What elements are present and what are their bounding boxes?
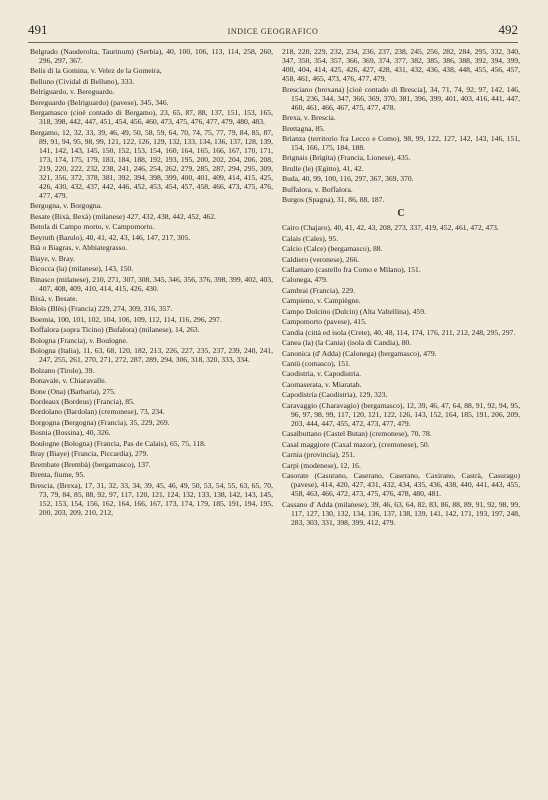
index-entry: Bonavale, v. Chiaravalle. [30,376,107,386]
index-entry: Brescia, (Brexa), 17, 31, 32, 33, 34, 39, 45, 46, 49, 50, 53, 54, 55, 63, 65, 70, 73, 79, 84, 85, 88, 92, 97, 117, 120, 121, 124, 132, 133, 138, 142, 143, 145, 152, 153, 154, 156, 162, 164, 166, 167, 173, 174, 179, 185, 191, 194, 195, 200, 203, 209, 210, 212, [30,480,273,517]
index-entry: Boffalora (sopra Ticino) (Bufalora) (milanese), 14, 263. [30,325,200,335]
index-entry: Cambrai (Francia), 229. [282,285,355,295]
page-number-right: 492 [498,22,518,37]
index-entry: Calais (Cales), 95. [282,233,339,243]
index-entry: Boemia, 100, 101, 102, 104, 106, 109, 112, 114, 116, 296, 297. [30,314,222,324]
index-entry: Canonica (d' Adda) (Calonega) (bergamasco), 479. [282,348,437,358]
index-entry: Bordeaux (Bordeus) (Francia), 85. [30,397,135,407]
index-entry: Cantù (comasco), 151. [282,358,351,368]
index-entry: Bordolano (Bardolan) (cremonese), 73, 234. [30,407,165,417]
index-entry: Carnia (provincia), 251. [282,450,355,460]
right-column [282,47,520,528]
index-entry: Caodistria, v. Capodistria. [282,369,362,379]
index-entry: Cairo (Chajaro), 40, 41, 42, 43, 208, 273, 337, 419, 452, 461, 472, 473. [282,223,499,233]
index-entry: Bosnia (Bossina), 40, 326. [30,428,111,438]
index-entry: Caldiero (veronese), 266. [282,254,360,264]
index-entry: Brenta, fiume, 95. [30,470,86,480]
index-entry: Casorate (Casurano, Caserano, Caserano, Caxirano, Castrà, Casurago) (pavese), 414, 420, 427, 431, 432, 434, 435, 436, 438, 440, 441, 443, 455, 458, 463, 466, 472, 473, 475, 476, 478, 480, 481. [282,470,520,499]
right-column-c-entries [282,223,520,526]
index-entry: Canea (la) (la Cania) (isola di Candia), 80. [282,338,412,348]
index-entry: Betola di Campo morto, v. Campomorto. [30,222,155,232]
index-entry: Casal maggiore (Caxal mazor), (cremonese), 50. [282,439,430,449]
index-entry: Biaye, v. Bray. [30,253,75,263]
index-entry: Burgos (Spagna), 31, 86, 88, 187. [282,195,385,205]
index-entry: Bergamo, 12, 32, 33, 39, 46, 49, 50, 58, 59, 64, 70, 74, 75, 77, 79, 84, 85, 87, 89, 91, 94, 95, 98, 99, 121, 122, 126, 129, 132, 133, 134, 136, 137, 128, 139, 141, 142, 143, 145, 150, 152, 153, 154, 160, 164, 165, 166, 167, 170, 171, 173, 174, 175, 179, 183, 184, 188, 192, 193, 195, 200, 202, 204, 206, 208, 219, 220, 222, 232, 238, 241, 246, 254, 262, 279, 285, 287, 294, 295, 309, 321, 356, 372, 378, 381, 392, 394, 398, 399, 400, 401, 409, 414, 415, 425, 426, 430, 432, 437, 442, 446, 452, 453, 454, 457, 458, 466, 473, 475, 476, 477, 479. [30,127,273,201]
index-entry: Casalbuttano (Castel Butan) (cremonese), 70, 78. [282,429,432,439]
index-entry: Brignais (Brigita) (Francia, Lionese), 435. [282,153,411,163]
index-entry: Bià o Biagras, v. Abbiategrasso. [30,243,128,253]
index-entry: Cassano d' Adda (milanese), 39, 46, 63, 64, 82, 83, 86, 88, 89, 91, 92, 98, 99, 117, 127, 130, 132, 134, 136, 137, 138, 139, 141, 142, 171, 193, 197, 248, 283, 303, 331, 398, 399, 412, 479. [282,499,520,527]
index-entry: Carpi (modenese), 12, 16. [282,460,361,470]
index-entry: Bicocca (la) (milanese), 143, 150. [30,264,134,274]
index-entry: Caomaserata, v. Miaratab. [282,379,362,389]
index-entry: Beyruth (Barulo), 40, 41, 42, 43, 146, 147, 217, 305. [30,232,191,242]
index-entry: Bergamasco (cioè contado di Bergamo), 23, 65, 87, 88, 137, 151, 153, 165, 318, 398, 442, 447, 451, 454, 456, 460, 473, 475, 476, 477, 479, 480, 483. [30,108,273,127]
index-entry: Capodistria (Caodistria), 129, 323. [282,390,388,400]
index-entry: Bixà, v. Besate. [30,294,78,304]
index-entry: Candia (città ed isola (Crete), 40, 48, 114, 174, 176, 211, 212, 248, 295, 297. [282,327,516,337]
index-entry: Bolzano (Tirolo), 39. [30,365,95,375]
index-entry: Bereguardo (Belriguardo) (pavese), 345, 346. [30,97,169,107]
index-entry: Belluno (Cividal di Belluno), 333. [30,76,135,86]
index-entry: Campomorto (pavese), 415. [282,317,367,327]
index-entry: Brexa, v. Brescia. [282,113,336,123]
index-entry: Bologna (Francia), v. Boulogne. [30,335,128,345]
index-entry: Belriguardo, v. Bereguardo. [30,87,115,97]
index-entry: Buffalora, v. Boffalora. [282,184,353,194]
index-entry: Belis di la Gomina, v. Velez de la Gomeira, [30,66,162,76]
header-rule [28,42,518,43]
section-letter: C [397,208,405,220]
index-entry: Bresciano (brexana) [cioè contado di Brescia], 34, 71, 74, 92, 97, 142, 146, 154, 236, 344, 347, 366, 369, 370, 381, 396, 399, 401, 403, 416, 441, 447, 460, 461, 466, 467, 475, 477, 478. [282,84,520,112]
index-entry: Brianza (territorio fra Lecco e Como), 98, 99, 122, 127, 142, 143, 146, 151, 154, 166, 175, 184, 188. [282,133,520,153]
index-entry: Besate (Bixà, Bexà) (milanese) 427, 432, 438, 442, 452, 462. [30,211,217,221]
page-number-left: 491 [28,22,48,37]
index-entry: Campieno, v. Campiègne. [282,296,361,306]
index-entry: Borgogna (Bergogna) (Francia), 35, 229, 269. [30,417,170,427]
index-entry: Bone (Ona) (Barbaria), 275. [30,386,116,396]
index-entry: Campo Dolcino (Dulcin) (Alta Valtellina), 459. [282,306,426,316]
index-entry: Brulle (le) (Egitto), 41, 42. [282,163,364,173]
right-column-b-entries [282,47,520,204]
index-entry: Brembate (Brembà) (bergamasco), 137. [30,459,151,469]
index-entry: Bray (Biaye) (Francia, Piccardia), 279. [30,449,149,459]
page-header [28,22,518,42]
index-entry: Buda, 40, 99, 100, 116, 297, 367, 369, 370. [282,174,414,184]
index-entry: Bologna (Italia), 11, 63, 68, 120, 182, 213, 226, 227, 235, 237, 239, 240, 241, 247, 255, 261, 270, 271, 272, 287, 289, 294, 306, 318, 320, 333, 334. [30,346,273,365]
index-entry: 218, 220, 229, 232, 234, 236, 237, 238, 245, 256, 282, 284, 295, 332, 340, 347, 350, 354, 357, 366, 369, 374, 377, 382, 385, 386, 388, 392, 394, 399, 400, 404, 414, 425, 426, 427, 428, 431, 432, 436, 438, 448, 455, 456, 457, 458, 461, 465, 473, 476, 477, 479. [282,47,520,84]
index-entry: Belgrado (Nauderolta, Taurinum) (Serbia), 40, 100, 106, 113, 114, 258, 260, 296, 297, 367. [30,47,273,66]
left-column [30,47,273,518]
index-entry: Calonega, 479. [282,275,328,285]
index-entry: Caravaggio (Charavagio) (bergamasco), 12, 39, 46, 47, 64, 88, 91, 92, 94, 95, 96, 97, 98, 99, 117, 120, 121, 122, 126, 143, 152, 164, 185, 191, 206, 209, 203, 444, 447, 455, 472, 473, 477, 479. [282,400,520,428]
index-entry: Blois (Blès) (Francia) 229, 274, 309, 316, 357. [30,304,173,314]
running-title: INDICE GEOGRAFICO [227,27,319,36]
index-entry: Binasco (milanese), 210, 271, 307, 308, 345, 346, 356, 376, 398, 399, 402, 403, 407, 408, 409, 410, 414, 415, 426, 430. [30,274,273,293]
index-entry: Boulogne (Bologna) (Francia, Pas de Calais), 65, 75, 118. [30,438,206,448]
index-entry: Callamaro (castello fra Como e Milano), 151. [282,265,421,275]
index-entry: Brettagna, 85. [282,123,325,133]
index-entry: Bergogna, v. Borgogna. [30,201,102,211]
index-entry: Calcio (Calce) (bergamasco), 88. [282,244,383,254]
